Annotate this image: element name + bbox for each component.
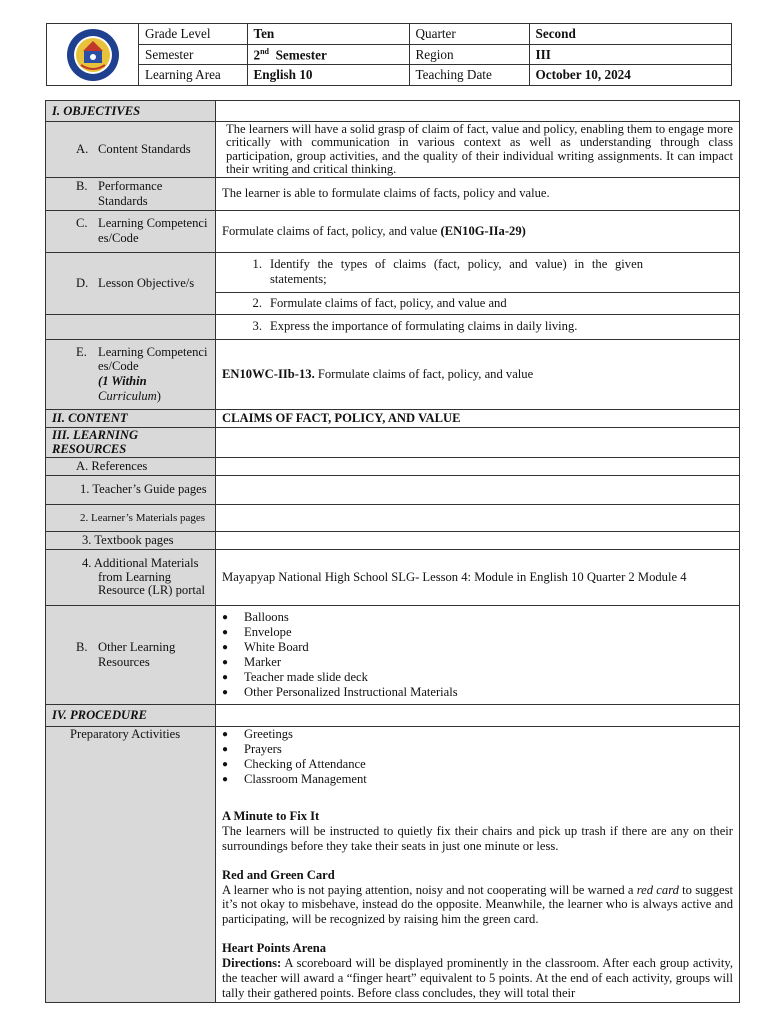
learning-competencies-text: Formulate claims of fact, policy, and value (EN10G-IIa-29): [216, 210, 740, 252]
learning-resources-heading: III. LEARNING RESOURCES: [46, 427, 216, 458]
teaching-date-value: October 10, 2024: [529, 65, 731, 85]
deped-seal-icon: [59, 27, 127, 83]
learning-resources-blank: [216, 427, 740, 458]
list-item: ● Balloons: [222, 610, 289, 625]
objectives-blank: [216, 101, 740, 122]
teaching-date-label: Teaching Date: [409, 65, 529, 85]
lesson-plan-table: [45, 100, 740, 1003]
grade-level-value: Ten: [247, 24, 409, 44]
objectives-heading: I. OBJECTIVES: [46, 101, 216, 122]
other-resources-list: [216, 606, 740, 705]
list-item: ● Prayers: [222, 742, 282, 757]
quarter-label: Quarter: [409, 24, 529, 44]
card-title: Red and Green Card: [222, 867, 335, 882]
list-item: ● Checking of Attendance: [222, 757, 366, 772]
list-item: ● White Board: [222, 640, 309, 655]
learning-area-label: Learning Area: [139, 65, 247, 85]
learning-area-value: English 10: [247, 65, 409, 85]
other-resources-label: B. Other Learning Resources: [46, 606, 216, 705]
preparatory-activities-label: Preparatory Activities: [46, 727, 216, 1002]
list-item: ● Marker: [222, 655, 282, 670]
additional-materials-label: 4. Additional Materials from Learning Resource (LR) portal: [46, 550, 216, 606]
within-curriculum-text: EN10WC-IIb-13. Formulate claims of fact, policy, and value: [216, 339, 740, 409]
header-grid: [139, 24, 731, 85]
deped-seal: [47, 24, 139, 85]
list-item: ● Envelope: [222, 625, 292, 640]
teachers-guide-label: 1. Teacher’s Guide pages: [46, 476, 216, 505]
learning-competencies-label: C. Learning Competencies/Code: [46, 210, 216, 252]
content-standards-text: The learners will have a solid grasp of claim of fact, value and policy, enabling them to engage more critically with communication in various context as well as understanding through class participation, group activities, and the quality of their individual writing assignments. It can impact their writing and critical thinking.: [216, 122, 740, 178]
lesson-objective-3: 3. Express the importance of formulating claims in daily living.: [216, 314, 740, 339]
heart-title: Heart Points Arena: [222, 941, 327, 956]
content-standards-label: A. Content Standards: [46, 122, 216, 178]
references-label: A. References: [46, 458, 216, 476]
minute-text: The learners will be instructed to quietly fix their chairs and pick up trash if there are any on their surroundings before they take their seats in just one minute or less.: [222, 823, 733, 853]
lesson-objective-1: 1. Identify the types of claims (fact, policy, and value) in the given statements;: [216, 252, 740, 292]
references-blank: [216, 458, 740, 476]
minute-title: A Minute to Fix It: [222, 809, 320, 824]
list-item: ● Greetings: [222, 727, 293, 742]
lesson-objective-2: 2. Formulate claims of fact, policy, and value and: [216, 292, 740, 314]
performance-standards-label: B. Performance Standards: [46, 178, 216, 211]
preparatory-activities-text: [216, 727, 740, 1002]
lesson-objectives-label: D. Lesson Objective/s: [46, 252, 216, 314]
learners-materials-blank: [216, 505, 740, 532]
header-table: [46, 23, 732, 86]
teachers-guide-blank: [216, 476, 740, 505]
semester-label: Semester: [139, 44, 247, 64]
performance-standards-text: The learner is able to formulate claims of facts, policy and value.: [216, 178, 740, 211]
learners-materials-label: 2. Learner’s Materials pages: [46, 505, 216, 532]
lesson-objective-blank: [46, 314, 216, 339]
procedure-blank: [216, 705, 740, 727]
list-item: ● Teacher made slide deck: [222, 670, 368, 685]
content-value: CLAIMS OF FACT, POLICY, AND VALUE: [216, 409, 740, 427]
card-text: A learner who is not paying attention, noisy and not cooperating will be warned a red card to suggest it’s not okay to misbehave, instead do the opposite. Meanwhile, the learner who is always active and participating, will be recognized by raising him the green card.: [222, 882, 733, 927]
procedure-heading: IV. PROCEDURE: [46, 705, 216, 727]
heart-text: Directions: A scoreboard will be displayed prominently in the classroom. After each group activity, the teacher will award a “finger heart” equivalent to 5 points. At the end of each activity, groups will tally their gathered points. Before class concludes, they will total their: [222, 956, 733, 1000]
textbook-pages-blank: [216, 532, 740, 550]
additional-materials-text: Mayapyap National High School SLG- Lesson 4: Module in English 10 Quarter 2 Module 4: [216, 550, 740, 606]
within-curriculum-label: E. Learning Competencies/Code (1 Within Curriculum): [46, 339, 216, 409]
list-item: ● Other Personalized Instructional Materials: [222, 685, 458, 700]
list-item: ● Classroom Management: [222, 772, 367, 787]
region-label: Region: [409, 44, 529, 64]
quarter-value: Second: [529, 24, 731, 44]
content-heading: II. CONTENT: [46, 409, 216, 427]
semester-value: 2nd Semester: [247, 44, 409, 64]
grade-level-label: Grade Level: [139, 24, 247, 44]
textbook-pages-label: 3. Textbook pages: [46, 532, 216, 550]
region-value: III: [529, 44, 731, 64]
